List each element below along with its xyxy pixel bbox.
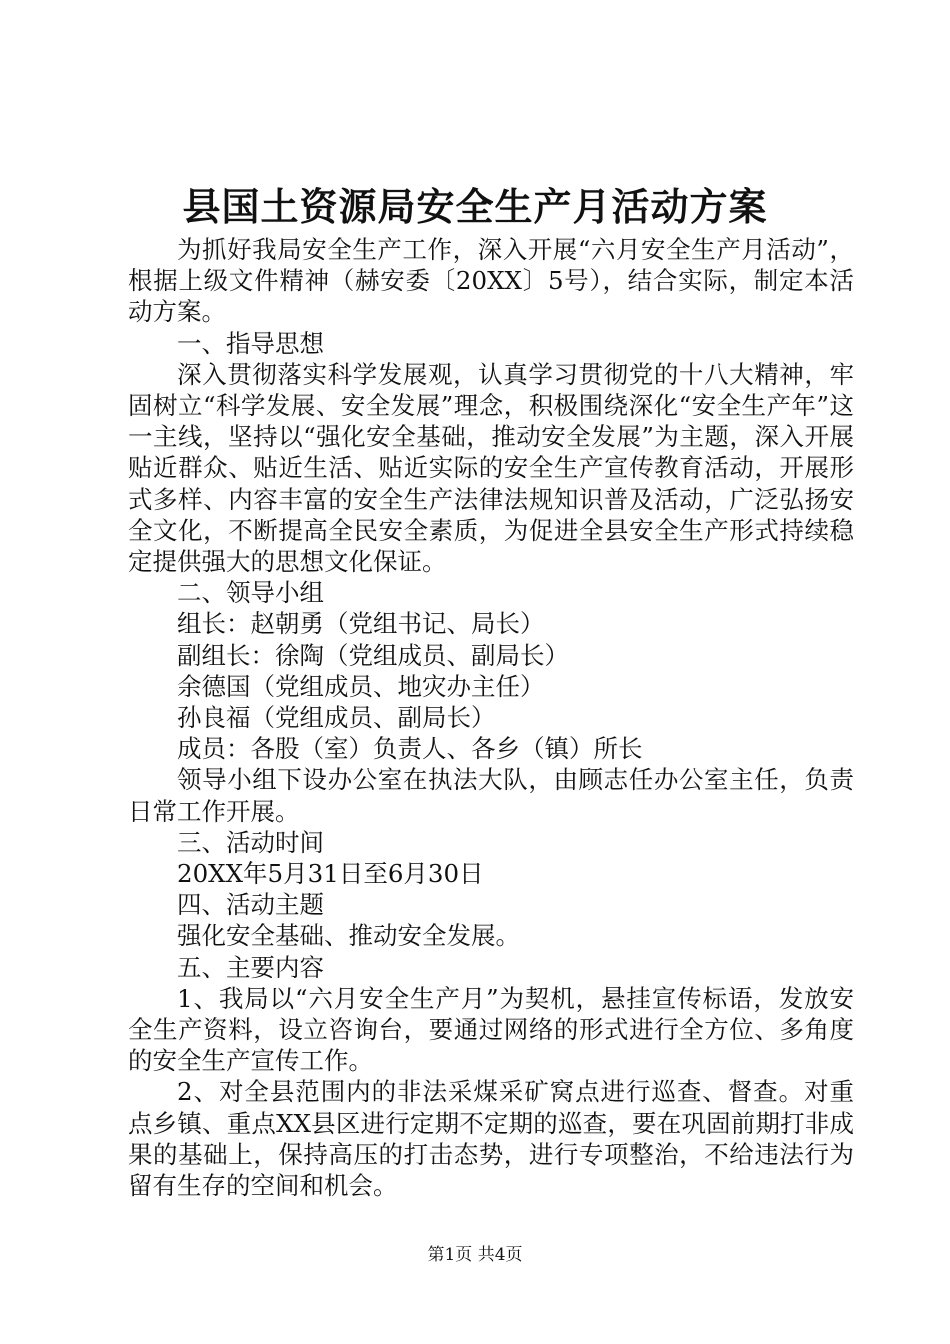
document-title: 县国土资源局安全生产月活动方案 xyxy=(182,184,768,229)
office-paragraph: 领导小组下设办公室在执法大队，由顾志任办公室主任，负责日常工作开展。 xyxy=(128,765,854,826)
activity-theme-line: 强化安全基础、推动安全发展。 xyxy=(177,921,520,951)
section-heading-activity-theme: 四、活动主题 xyxy=(177,890,324,920)
member-line-yu: 余德国（党组成员、地灾办主任） xyxy=(177,671,545,701)
document-body xyxy=(128,234,854,1201)
intro-paragraph: 为抓好我局安全生产工作，深入开展“六月安全生产月活动”，根据上级文件精神（赫安委〔20XX〕5号），结合实际，制定本活动方案。 xyxy=(128,235,854,327)
leader-line: 组长：赵朝勇（党组书记、局长） xyxy=(177,609,545,639)
section-heading-guiding-ideology: 一、指导思想 xyxy=(177,328,324,358)
content-item-1: 1、我局以“六月安全生产月”为契机，悬挂宣传标语，发放安全生产资料，设立咨询台，要通过网络的形式进行全方位、多角度的安全生产宣传工作。 xyxy=(128,983,854,1076)
page-number-footer: 第1页 共4页 xyxy=(427,1245,523,1265)
guiding-ideology-paragraph: 深入贯彻落实科学发展观，认真学习贯彻党的十八大精神，牢固树立“科学发展、安全发展”理念，积极围绕深化“安全生产年”这一主线，坚持以“强化安全基础，推动安全发展”为主题，深入开展贴近群众、贴近生活、贴近实际的安全生产宣传教育活动，开展形式多样、内容丰富的安全生产法律法规知识普及活动，广泛弘扬安全文化，不断提高全民安全素质，为促进全县安全生产形式持续稳定提供强大的思想文化保证。 xyxy=(128,359,854,577)
section-heading-main-content: 五、主要内容 xyxy=(177,952,324,982)
section-heading-leadership-group: 二、领导小组 xyxy=(177,578,324,608)
content-item-2: 2、对全县范围内的非法采煤采矿窝点进行巡查、督查。对重点乡镇、重点XX县区进行定期不定期的巡查，要在巩固前期打非成果的基础上，保持高压的打击态势，进行专项整治，不给违法行为留有生存的空间和机会。 xyxy=(128,1077,854,1201)
members-line: 成员：各股（室）负责人、各乡（镇）所长 xyxy=(177,734,643,764)
section-heading-activity-time: 三、活动时间 xyxy=(177,827,324,857)
deputy-leader-line: 副组长：徐陶（党组成员、副局长） xyxy=(177,640,569,670)
activity-time-line: 20XX年5月31日至6月30日 xyxy=(177,859,484,889)
member-line-sun: 孙良福（党组成员、副局长） xyxy=(177,703,496,733)
